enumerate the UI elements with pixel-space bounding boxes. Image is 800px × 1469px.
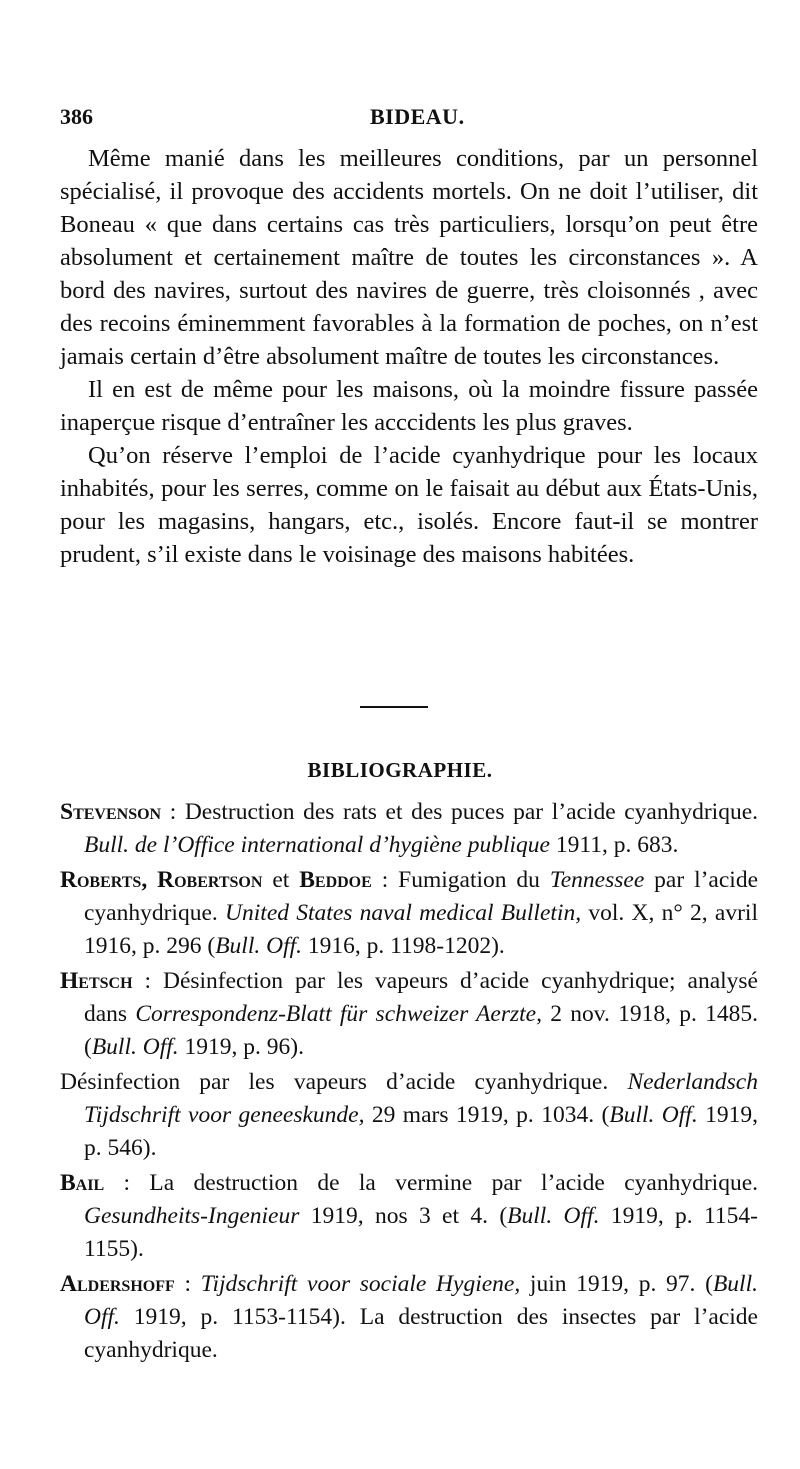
running-title: BIDEAU. [370,104,465,129]
section-divider [360,706,428,708]
entry-separator: : [371,867,399,893]
bibliography-entry [60,965,758,1064]
entry-source-journal: Bull. Off. [507,1203,600,1229]
entry-detail: 2 nov. 1918, p. 1485. ( [84,1001,759,1060]
entry-detail: 1911, p. 683. [549,832,679,858]
paragraph: Qu’on réserve l’emploi de l’acide cyanhydrique pour les locaux inhabités, pour les serres, comme on le faisait au début aux États-Unis, pour les magasins, hangars, etc., isolés. Encore faut-il se montrer prudent, s’il existe dans le voisinage des maisons habitées. [60,442,758,568]
entry-detail: 1919, nos 3 et 4. ( [299,1203,508,1229]
paragraph: Même manié dans les meilleures conditions, par un personnel spécialisé, il provoque des accidents mortels. On ne doit l’utiliser, dit Boneau « que dans certains cas très particuliers, lorsqu’on peut être absolument et certainement maître de toutes les circonstances ». A bord des navires, surtout des navires de guerre, très cloisonnés , avec des recoins éminemment favorables à la formation de poches, on n’est jamais certain d’être absolument maître de toutes les circonstances. [60,145,758,370]
entry-journal: Bull. de l’Office international d’hygiène publique [84,832,550,858]
entry-ship-name: Tennessee [549,867,645,893]
entry-author: Stevenson [60,799,162,825]
entry-separator: : [174,1271,201,1297]
entry-source-detail: 1919, p. 1154-1155). [84,1203,758,1262]
page-number: 386 [60,104,93,129]
page-header [60,104,760,134]
entry-author: Aldershoff [60,1271,175,1297]
body-text [60,142,758,571]
entry-author: Beddoe [299,867,372,893]
entry-source-detail: 1919, p. 96). [178,1034,304,1060]
entry-source-detail: 1919, p. 1153-1154). La destruction des insectes par l’acide cyanhydrique. [84,1304,758,1363]
entry-separator: : [161,799,185,825]
entry-detail: vol. X, n° 2, avril 1916, p. 296 ( [84,900,758,959]
entry-title: La destruction de la vermine par l’acide cyanhydrique. [149,1170,758,1196]
entry-separator: : [104,1170,150,1196]
entry-journal: Correspondenz-Blatt für schweizer Aerzte, [135,1001,542,1027]
entry-journal: United States naval medical Bulletin, [225,900,582,926]
entry-title: Désinfection par les vapeurs d’acide cyanhydrique; analysé dans [84,968,758,1027]
bibliography-entry [60,864,758,963]
entry-title: Destruction des rats et des puces par l’acide cyanhydrique. [184,799,759,825]
bibliography-entry [60,1167,758,1266]
entry-source-journal: Bull. Off. [84,1271,758,1330]
bibliography-entry [60,1066,758,1165]
entry-detail: juin 1919, p. 97. ( [520,1271,713,1297]
entry-conjunction: et [262,867,300,893]
entry-journal: Gesundheits-Ingenieur [84,1203,300,1229]
entry-title: Désinfection par les vapeurs d’acide cyanhydrique. [60,1069,628,1095]
entry-journal: Nederlandsch Tijdschrift voor geneeskunde, [84,1069,758,1128]
bibliography-list [60,796,758,1369]
entry-journal: Tijdschrift voor sociale Hygiene, [200,1271,521,1297]
entry-title: Fumigation du [398,867,550,893]
entry-author: Roberts, Robertson [60,867,263,893]
entry-source-detail: 1919, p. 546). [84,1102,758,1161]
entry-separator: : [132,968,163,994]
entry-author: Bail [60,1170,105,1196]
entry-source-journal: Bull. Off. [215,933,303,959]
paragraph: Il en est de même pour les maisons, où la moindre fissure passée inaperçue risque d’entraîner les acccidents les plus graves. [60,376,758,436]
entry-title-cont: par l’acide cyanhydrique. [84,867,759,926]
bibliography-heading: BIBLIOGRAPHIE. [307,758,493,782]
bibliography-entry [60,796,758,862]
entry-source-journal: Bull. Off. [609,1102,698,1128]
bibliography-entry [60,1268,758,1367]
entry-author: Hetsch [60,968,133,994]
entry-detail: 29 mars 1919, p. 1034. ( [364,1102,610,1128]
entry-source-detail: 1916, p. 1198-1202). [302,933,505,959]
entry-source-journal: Bull. Off. [91,1034,179,1060]
